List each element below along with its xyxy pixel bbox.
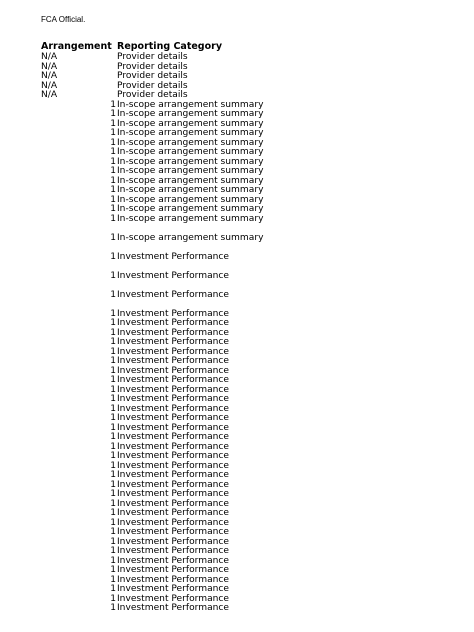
- table-row[interactable]: [0, 500, 474, 510]
- arrangement-cell: 1: [110, 498, 116, 509]
- arrangement-cell: 1: [110, 384, 116, 395]
- reporting-category-cell: In-scope arrangement summary: [117, 118, 264, 129]
- reporting-category-cell: Investment Performance: [117, 327, 230, 338]
- arrangement-cell: 1: [110, 517, 116, 528]
- arrangement-cell: 1: [110, 603, 116, 613]
- table-row[interactable]: [0, 566, 474, 576]
- reporting-category-cell: Investment Performance: [117, 451, 230, 461]
- arrangement-cell: 1: [110, 536, 116, 547]
- reporting-category-cell: Investment Performance: [117, 403, 230, 414]
- arrangement-cell: 1: [110, 356, 116, 366]
- reporting-category-cell: Investment Performance: [117, 413, 230, 423]
- arrangement-cell: 1: [110, 175, 116, 186]
- arrangement-cell: 1: [110, 185, 116, 195]
- reporting-category-cell: Investment Performance: [117, 308, 230, 319]
- reporting-category-cell: Investment Performance: [117, 565, 230, 575]
- arrangement-cell: 1: [110, 375, 116, 385]
- arrangement-cell: 1: [110, 508, 116, 518]
- reporting-category-cell: In-scope arrangement summary: [117, 137, 264, 148]
- arrangement-cell: N/A: [41, 61, 58, 72]
- reporting-category-cell: In-scope arrangement summary: [117, 147, 264, 157]
- reporting-category-cell: In-scope arrangement summary: [117, 109, 264, 119]
- table-row[interactable]: [0, 424, 474, 434]
- arrangement-cell: 1: [110, 337, 116, 347]
- table-row[interactable]: [0, 414, 474, 424]
- arrangement-cell: 1: [110, 137, 116, 148]
- reporting-category-cell: Investment Performance: [117, 432, 230, 442]
- reporting-category-cell: Investment Performance: [117, 498, 230, 509]
- table-row[interactable]: [0, 53, 474, 63]
- table-row[interactable]: [0, 367, 474, 377]
- table-row[interactable]: [0, 595, 474, 605]
- table-row[interactable]: [0, 519, 474, 529]
- arrangement-cell: 1: [110, 470, 116, 480]
- arrangement-cell: 1: [110, 213, 116, 224]
- table-row[interactable]: [0, 357, 474, 367]
- arrangement-cell: 1: [110, 479, 116, 490]
- arrangement-cell: 1: [110, 194, 116, 205]
- arrangement-cell: 1: [110, 413, 116, 423]
- arrangement-cell: 1: [110, 593, 116, 604]
- reporting-category-cell: Investment Performance: [117, 365, 230, 376]
- reporting-category-cell: In-scope arrangement summary: [117, 185, 264, 195]
- reporting-category-cell: In-scope arrangement summary: [117, 175, 264, 186]
- data-rows: [0, 53, 474, 614]
- arrangement-cell: 1: [110, 546, 116, 556]
- table-row[interactable]: [0, 528, 474, 538]
- reporting-category-cell: In-scope arrangement summary: [117, 166, 264, 176]
- table-row[interactable]: [0, 234, 474, 244]
- reporting-category-cell: Investment Performance: [117, 593, 230, 604]
- arrangement-cell: 1: [110, 394, 116, 404]
- table-row[interactable]: [0, 547, 474, 557]
- table-row[interactable]: [0, 490, 474, 500]
- reporting-category-cell: Investment Performance: [117, 346, 230, 357]
- table-row[interactable]: [0, 576, 474, 586]
- arrangement-cell: 1: [110, 565, 116, 575]
- reporting-category-cell: Investment Performance: [117, 574, 230, 585]
- arrangement-cell: N/A: [41, 80, 58, 91]
- arrangement-cell: 1: [110, 204, 116, 214]
- reporting-category-cell: In-scope arrangement summary: [117, 128, 264, 138]
- arrangement-cell: 1: [110, 118, 116, 129]
- reporting-category-cell: In-scope arrangement summary: [117, 194, 264, 205]
- arrangement-cell: 1: [110, 166, 116, 176]
- reporting-category-cell: Investment Performance: [117, 460, 230, 471]
- reporting-category-cell: Provider details: [117, 52, 188, 62]
- table-row[interactable]: [0, 405, 474, 415]
- arrangement-cell: 1: [110, 147, 116, 157]
- arrangement-cell: 1: [110, 574, 116, 585]
- arrangement-cell: 1: [110, 403, 116, 414]
- table-row[interactable]: [0, 329, 474, 339]
- reporting-category-cell: Provider details: [117, 80, 188, 91]
- table-row[interactable]: [0, 215, 474, 225]
- reporting-category-cell: Provider details: [117, 90, 188, 100]
- arrangement-cell: 1: [110, 432, 116, 442]
- table-row[interactable]: [0, 319, 474, 329]
- arrangement-cell: 1: [110, 156, 116, 167]
- table-row[interactable]: [0, 433, 474, 443]
- table-row[interactable]: [0, 509, 474, 519]
- arrangement-cell: 1: [110, 451, 116, 461]
- reporting-category-cell: Investment Performance: [117, 527, 230, 537]
- table-row[interactable]: [0, 395, 474, 405]
- reporting-category-cell: Investment Performance: [117, 356, 230, 366]
- table-row[interactable]: [0, 604, 474, 614]
- table-row[interactable]: [0, 462, 474, 472]
- arrangement-cell: 1: [110, 555, 116, 566]
- reporting-category-cell: Investment Performance: [117, 384, 230, 395]
- arrangement-cell: 1: [110, 308, 116, 319]
- arrangement-cell: 1: [110, 527, 116, 537]
- arrangement-cell: 1: [110, 318, 116, 328]
- reporting-category-cell: Investment Performance: [117, 603, 230, 613]
- table-row[interactable]: [0, 376, 474, 386]
- reporting-category-cell: Investment Performance: [117, 555, 230, 566]
- reporting-category-cell: Investment Performance: [117, 470, 230, 480]
- arrangement-cell: 1: [110, 489, 116, 499]
- reporting-category-cell: Investment Performance: [117, 270, 230, 281]
- reporting-category-cell: Investment Performance: [117, 318, 230, 328]
- arrangement-cell: 1: [110, 584, 116, 594]
- arrangement-cell: 1: [110, 422, 116, 433]
- table-row[interactable]: [0, 557, 474, 567]
- arrangement-cell: 1: [110, 99, 116, 110]
- table-row[interactable]: [0, 481, 474, 491]
- reporting-category-column-header[interactable]: Reporting Category: [117, 41, 223, 52]
- reporting-category-cell: In-scope arrangement summary: [117, 213, 264, 224]
- table-row[interactable]: [0, 538, 474, 548]
- table-row[interactable]: [0, 348, 474, 358]
- reporting-category-cell: Investment Performance: [117, 375, 230, 385]
- reporting-category-cell: Investment Performance: [117, 536, 230, 547]
- arrangement-column-header[interactable]: Arrangement: [41, 41, 112, 52]
- reporting-category-cell: Investment Performance: [117, 422, 230, 433]
- reporting-category-cell: Investment Performance: [117, 394, 230, 404]
- reporting-category-cell: Investment Performance: [117, 479, 230, 490]
- table-row[interactable]: [0, 386, 474, 396]
- arrangement-cell: 1: [110, 251, 116, 262]
- reporting-category-cell: In-scope arrangement summary: [117, 156, 264, 167]
- arrangement-cell: 1: [110, 270, 116, 281]
- table-row[interactable]: [0, 585, 474, 595]
- reporting-category-cell: Investment Performance: [117, 489, 230, 499]
- table-row[interactable]: [0, 471, 474, 481]
- reporting-category-cell: Investment Performance: [117, 584, 230, 594]
- reporting-category-cell: Investment Performance: [117, 289, 230, 300]
- arrangement-cell: 1: [110, 109, 116, 119]
- table-row[interactable]: [0, 72, 474, 82]
- reporting-category-cell: In-scope arrangement summary: [117, 232, 264, 243]
- reporting-category-cell: Investment Performance: [117, 441, 230, 452]
- table-row[interactable]: [0, 253, 474, 263]
- arrangement-cell: N/A: [41, 52, 58, 62]
- reporting-category-cell: Provider details: [117, 71, 188, 81]
- table-row[interactable]: [0, 310, 474, 320]
- reporting-category-cell: Investment Performance: [117, 337, 230, 347]
- table-row[interactable]: [0, 452, 474, 462]
- arrangement-cell: 1: [110, 128, 116, 138]
- table-row[interactable]: [0, 443, 474, 453]
- arrangement-cell: 1: [110, 346, 116, 357]
- arrangement-cell: N/A: [41, 71, 58, 81]
- table-row[interactable]: [0, 338, 474, 348]
- table-row[interactable]: [0, 291, 474, 301]
- reporting-category-cell: In-scope arrangement summary: [117, 204, 264, 214]
- arrangement-cell: 1: [110, 232, 116, 243]
- reporting-category-cell: In-scope arrangement summary: [117, 99, 264, 110]
- arrangement-cell: 1: [110, 327, 116, 338]
- arrangement-cell: 1: [110, 365, 116, 376]
- reporting-category-cell: Provider details: [117, 61, 188, 72]
- reporting-category-cell: Investment Performance: [117, 546, 230, 556]
- arrangement-cell: N/A: [41, 90, 58, 100]
- arrangement-cell: 1: [110, 460, 116, 471]
- table-row[interactable]: [0, 63, 474, 73]
- table-row[interactable]: [0, 272, 474, 282]
- table-row[interactable]: [0, 82, 474, 92]
- reporting-category-cell: Investment Performance: [117, 508, 230, 518]
- reporting-category-cell: Investment Performance: [117, 251, 230, 262]
- arrangement-cell: 1: [110, 441, 116, 452]
- classification-label: FCA Official.: [41, 15, 86, 24]
- reporting-category-cell: Investment Performance: [117, 517, 230, 528]
- arrangement-cell: 1: [110, 289, 116, 300]
